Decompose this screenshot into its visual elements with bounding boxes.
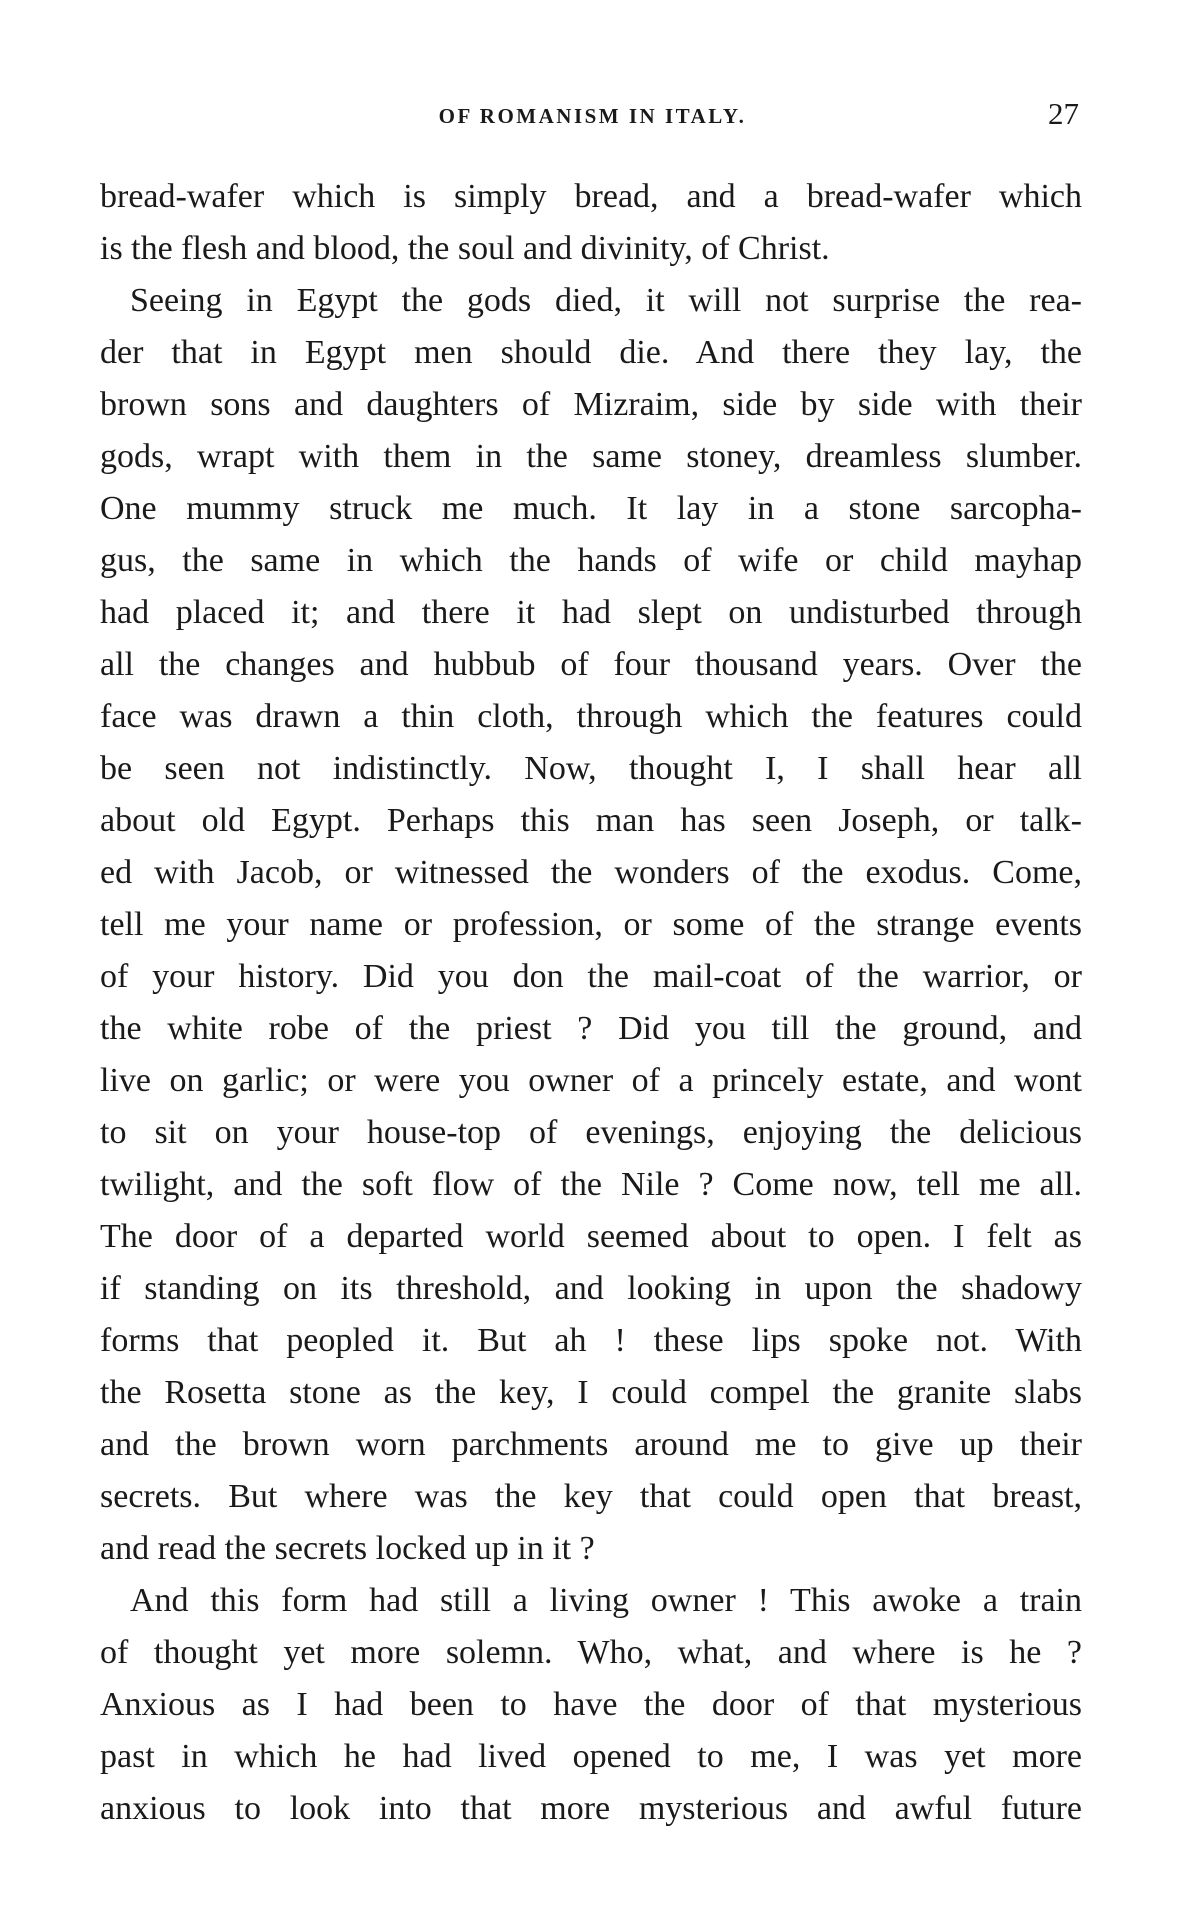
text-line: face was drawn a thin cloth, through which the features could (100, 698, 1082, 735)
text-line: twilight, and the soft flow of the Nile ? Come now, tell me all. (100, 1166, 1082, 1203)
text-line: all the changes and hubbub of four thousand years. Over the (100, 646, 1082, 683)
text-line: to sit on your house-top of evenings, enjoying the delicious (100, 1114, 1082, 1151)
text-line: bread-wafer which is simply bread, and a bread-wafer which (100, 178, 1082, 215)
text-line: forms that peopled it. But ah ! these lips spoke not. With (100, 1322, 1082, 1359)
text-line: Anxious as I had been to have the door of that mysterious (100, 1686, 1082, 1723)
text-line: if standing on its threshold, and looking in upon the shadowy (100, 1270, 1082, 1307)
text-line: about old Egypt. Perhaps this man has seen Joseph, or talk- (100, 802, 1082, 839)
text-line: gods, wrapt with them in the same stoney, dreamless slumber. (100, 438, 1082, 475)
text-line: brown sons and daughters of Mizraim, side by side with their (100, 386, 1082, 423)
text-line: The door of a departed world seemed about to open. I felt as (100, 1218, 1082, 1255)
text-line: the Rosetta stone as the key, I could compel the granite slabs (100, 1374, 1082, 1411)
text-line: tell me your name or profession, or some of the strange events (100, 906, 1082, 943)
text-line: live on garlic; or were you owner of a princely estate, and wont (100, 1062, 1082, 1099)
text-line: secrets. But where was the key that could open that breast, (100, 1478, 1082, 1515)
text-line: past in which he had lived opened to me, I was yet more (100, 1738, 1082, 1775)
text-line: anxious to look into that more mysterious and awful future (100, 1790, 1082, 1827)
running-head (100, 96, 1085, 136)
text-line: and read the secrets locked up in it ? (100, 1530, 595, 1567)
body-text (100, 171, 1082, 1835)
text-line: of your history. Did you don the mail-coat of the warrior, or (100, 958, 1082, 995)
text-line: is the flesh and blood, the soul and divinity, of Christ. (100, 230, 830, 267)
text-line: be seen not indistinctly. Now, thought I, I shall hear all (100, 750, 1082, 787)
text-line: the white robe of the priest ? Did you till the ground, and (100, 1010, 1082, 1047)
paragraph-start-line: And this form had still a living owner ! This awoke a train (130, 1582, 1082, 1619)
running-title: OF ROMANISM IN ITALY. (438, 104, 747, 128)
text-line: of thought yet more solemn. Who, what, and where is he ? (100, 1634, 1082, 1671)
text-line: der that in Egypt men should die. And there they lay, the (100, 334, 1082, 371)
text-line: ed with Jacob, or witnessed the wonders of the exodus. Come, (100, 854, 1082, 891)
text-line: One mummy struck me much. It lay in a stone sarcopha- (100, 490, 1082, 527)
page-number: 27 (1048, 96, 1079, 131)
text-line: and the brown worn parchments around me to give up their (100, 1426, 1082, 1463)
text-line: gus, the same in which the hands of wife or child mayhap (100, 542, 1082, 579)
text-line: had placed it; and there it had slept on undisturbed through (100, 594, 1082, 631)
paragraph-start-line: Seeing in Egypt the gods died, it will not surprise the rea- (130, 282, 1082, 319)
